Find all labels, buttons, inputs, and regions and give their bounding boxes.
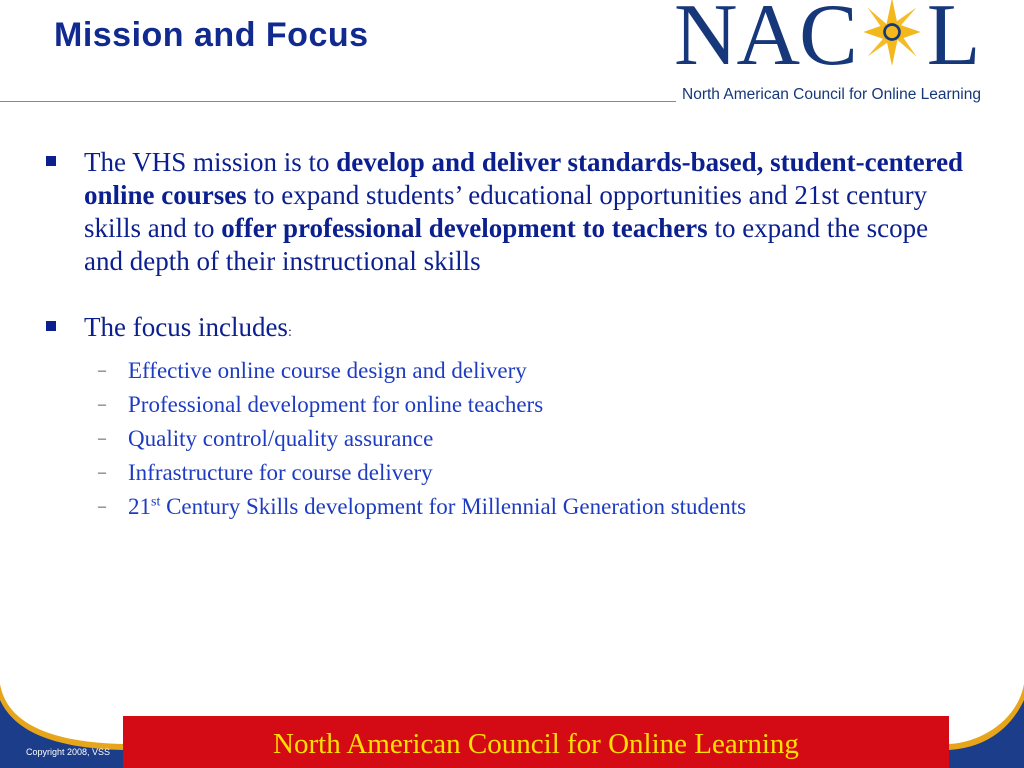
footer-title: North American Council for Online Learning <box>273 728 799 760</box>
focus-item-text: Professional development for online teachers <box>128 392 544 417</box>
mission-text-1: The VHS mission is to <box>84 147 337 177</box>
dash-bullet-icon: – <box>98 464 106 481</box>
dash-bullet-icon: – <box>98 430 106 447</box>
focus-item-text: Infrastructure for course delivery <box>128 460 433 485</box>
focus-item-text: Effective online course design and delivery <box>128 358 527 383</box>
copyright-notice: Copyright 2008, VSS <box>26 747 111 757</box>
title-divider <box>0 101 676 102</box>
logo-subtitle: North American Council for Online Learning <box>682 86 981 103</box>
mission-text-2: to expand students’ educational opportunities and 21st century skills and to <box>84 180 928 243</box>
focus-item-superscript: st <box>151 494 161 510</box>
focus-list <box>40 354 980 524</box>
sun-icon <box>858 0 926 66</box>
focus-bullet <box>40 311 980 349</box>
footer-band <box>123 716 949 768</box>
mission-emphasis-courses: develop and deliver standards-based, student-centered online courses <box>84 147 964 210</box>
logo-word-left: NAC <box>674 0 857 84</box>
square-bullet-icon <box>46 321 56 331</box>
list-item <box>98 388 980 422</box>
list-item <box>98 490 980 524</box>
nacol-logo <box>672 0 1024 108</box>
slide-body <box>40 146 980 524</box>
logo-word-right: L <box>926 0 980 84</box>
focus-colon: : <box>287 325 292 340</box>
dash-bullet-icon: – <box>98 396 106 413</box>
square-bullet-icon <box>46 156 56 166</box>
list-item <box>98 354 980 388</box>
mission-text-3: to expand the scope and depth of their instructional skills <box>84 213 929 276</box>
focus-intro: The focus includes <box>84 312 288 342</box>
mission-emphasis-teachers: offer professional development to teachers <box>221 213 708 243</box>
focus-item-text: Quality control/quality assurance <box>128 426 434 451</box>
mission-bullet <box>40 146 964 278</box>
list-item <box>98 456 980 490</box>
focus-item-text: Century Skills development for Millennial Generation students <box>160 494 747 519</box>
logo-wordmark <box>674 0 980 84</box>
dash-bullet-icon: – <box>98 498 106 515</box>
focus-item-prefix: 21 <box>128 494 151 519</box>
dash-bullet-icon: – <box>98 362 106 379</box>
slide-title: Mission and Focus <box>54 16 369 54</box>
list-item <box>98 422 980 456</box>
